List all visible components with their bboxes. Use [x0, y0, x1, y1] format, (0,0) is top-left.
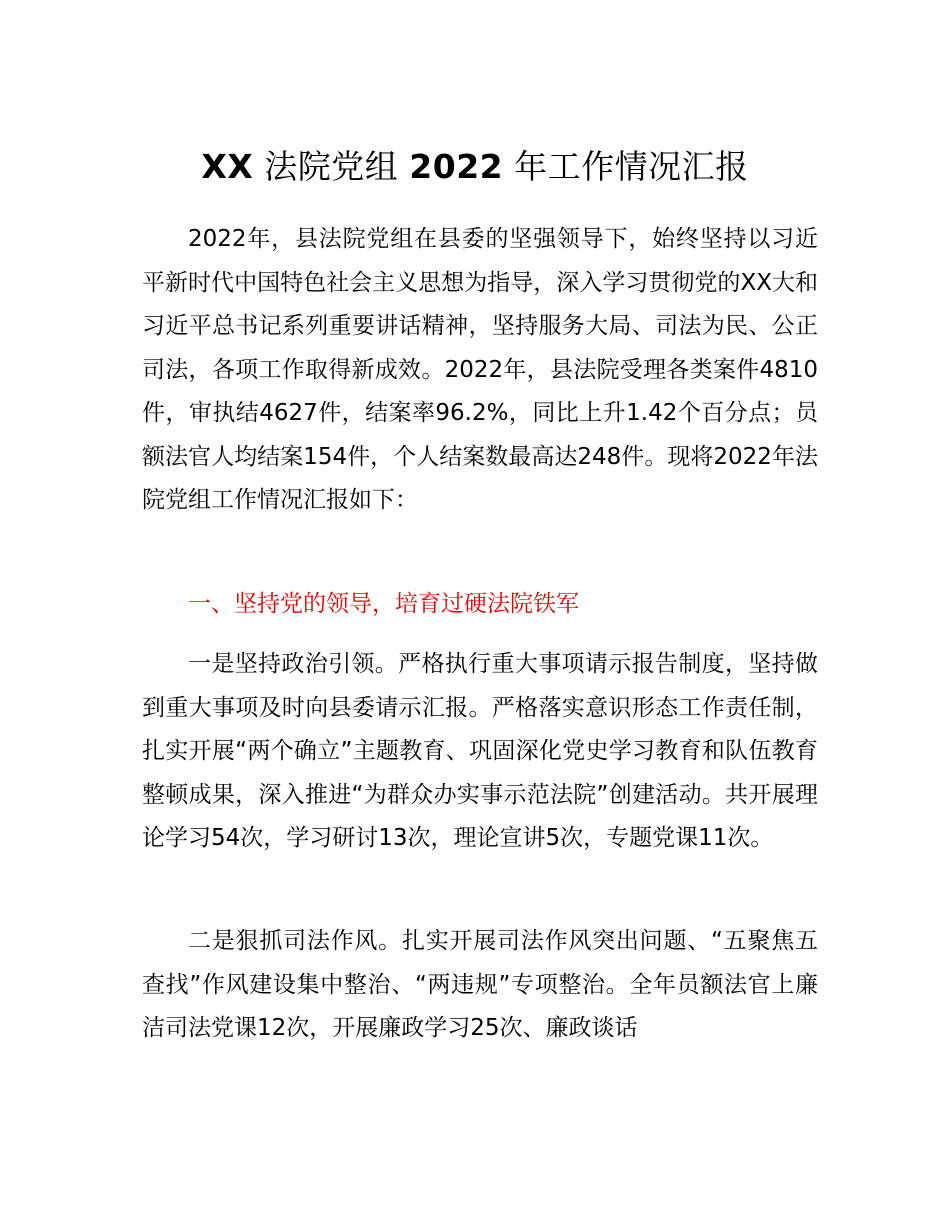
title-year: 2022: [409, 147, 504, 186]
title-part-a: 法院党组: [264, 147, 399, 186]
title-part-b: 年工作情况汇报: [514, 147, 749, 186]
intro-paragraph: 2022年，县法院党组在县委的坚强领导下，始终坚持以习近平新时代中国特色社会主义思想为指导，深入学习贯彻党的XX大和习近平总书记系列重要讲话精神，坚持服务大局、司法为民、公正司法，各项工作取得新成效。2022年，县法院受理各类案件4810件，审执结4627件，结案率96.2%，同比上升1.42个百分点；员额法官人均结案154件，个人结案数最高达248件。现将2022年法院党组工作情况汇报如下：: [142, 226, 818, 513]
section-1-item-2-paragraph: 二是狠抓司法作风。扎实开展司法作风突出问题、“五聚焦五查找”作风建设集中整治、“两违规”专项整治。全年员额法官上廉洁司法党课12次，开展廉政学习25次、廉政谈话: [142, 928, 818, 1041]
document-title: [0, 143, 950, 191]
section-1-item-1-paragraph: 一是坚持政治引领。严格执行重大事项请示报告制度，坚持做到重大事项及时向县委请示汇报。严格落实意识形态工作责任制，扎实开展“两个确立”主题教育、巩固深化党史学习教育和队伍教育整顿成果，深入推进“为群众办实事示范法院”创建活动。共开展理论学习54次，学习研讨13次，理论宣讲5次，专题党课11次。: [142, 651, 818, 851]
title-prefix: XX: [201, 147, 254, 186]
section-heading-1: 一、坚持党的领导，培育过硬法院铁军: [188, 591, 579, 617]
